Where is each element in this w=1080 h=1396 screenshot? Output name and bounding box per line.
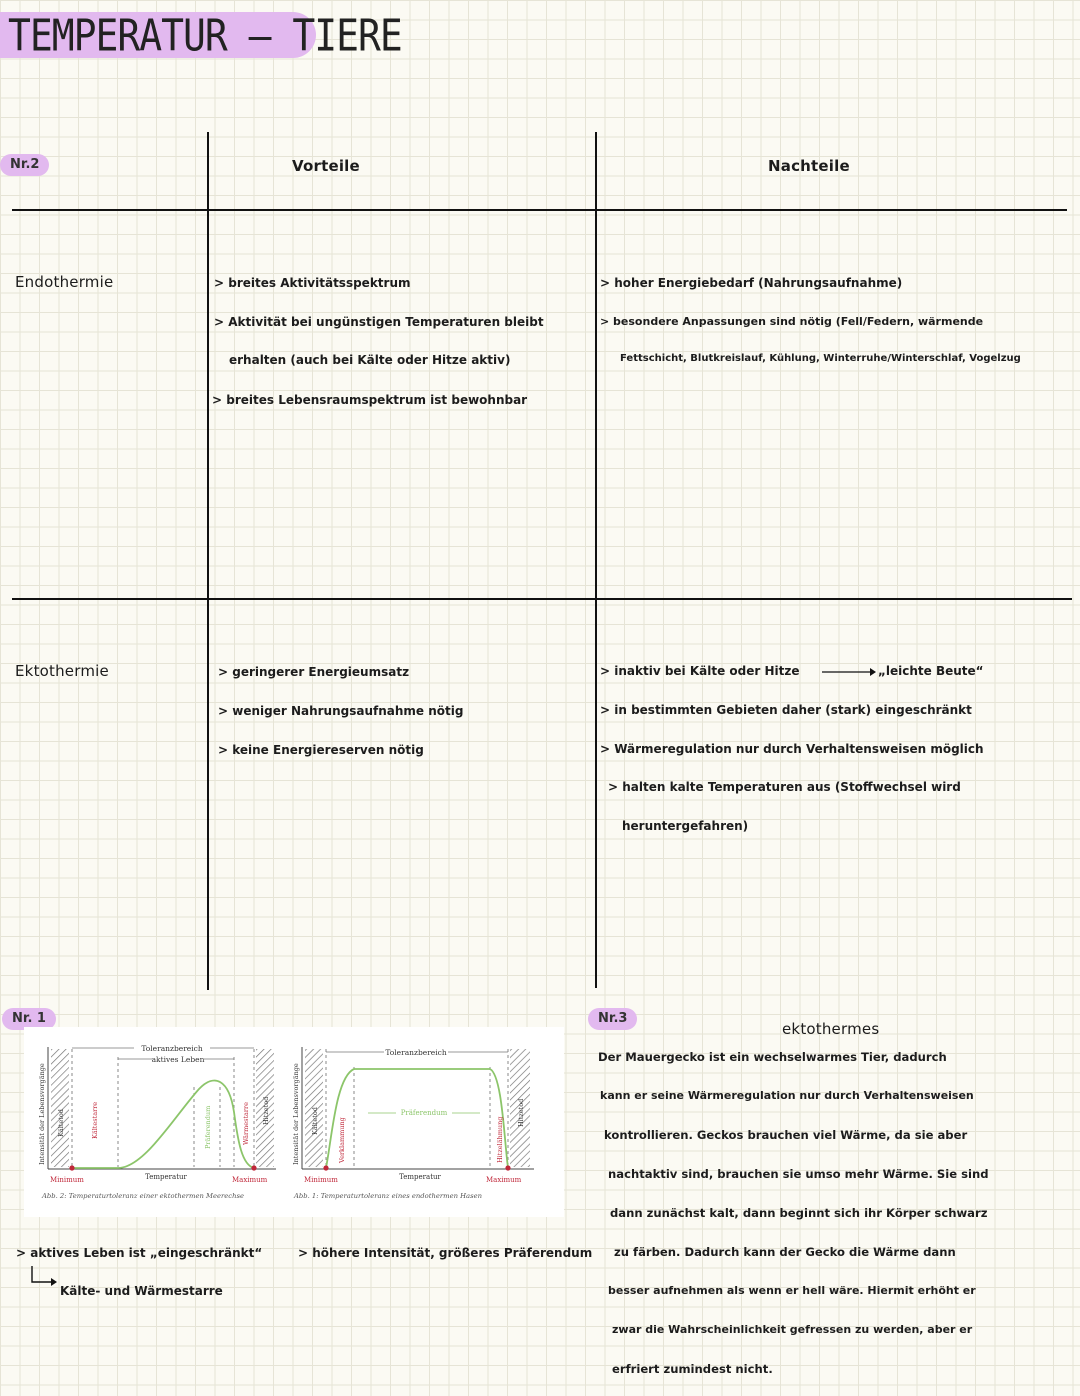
left-ylabel: Intensität der Lebensvorgänge xyxy=(38,1063,46,1165)
nr3-line-3: kontrollieren. Geckos brauchen viel Wärme, da sie aber xyxy=(604,1128,968,1142)
right-verklammung-label: Verklammung xyxy=(338,1117,346,1163)
right-maximum-label: Maximum xyxy=(486,1176,522,1184)
nr3-line-9: erfriert zumindest nicht. xyxy=(612,1362,773,1376)
figure-endotherm xyxy=(292,1047,534,1200)
temperature-tolerance-figures xyxy=(24,1027,564,1217)
section-tag-nr3: Nr.3 xyxy=(588,1008,637,1030)
ekto-nachteil-3: > Wärmeregulation nur durch Verhaltensweisen möglich xyxy=(600,742,984,756)
ekto-nachteil-1: > inaktiv bei Kälte oder Hitze xyxy=(600,664,800,678)
endo-vorteil-4: > breites Lebensraumspektrum ist bewohnbar xyxy=(212,393,528,407)
figure-panel xyxy=(24,1027,564,1217)
left-praeferendum-label: Präferendum xyxy=(204,1105,212,1149)
right-curve xyxy=(326,1069,508,1168)
ekto-vorteil-3: > keine Energiereserven nötig xyxy=(218,743,424,757)
ekto-nachteil-2: > in bestimmten Gebieten daher (stark) eingeschränkt xyxy=(600,703,972,717)
right-praeferendum-label: Präferendum xyxy=(400,1109,448,1117)
nr1-note-left-2: Kälte- und Wärmestarre xyxy=(60,1284,223,1298)
nr3-line-2: kann er seine Wärmeregulation nur durch Verhaltensweisen xyxy=(600,1089,974,1102)
nr3-line-7: besser aufnehmen als wenn er hell wäre. Hiermit erhöht er xyxy=(608,1284,976,1297)
table-header-line xyxy=(12,209,1067,211)
table-row-line xyxy=(12,598,1072,600)
nr3-line-6: zu färben. Dadurch kann der Gecko die Wärme dann xyxy=(614,1245,956,1259)
table-divider-1 xyxy=(207,132,209,990)
row-label-ektothermie: Ektothermie xyxy=(15,662,109,680)
left-aktives-leben-label: aktives Leben xyxy=(151,1055,205,1064)
section-tag-nr1: Nr. 1 xyxy=(2,1008,56,1030)
right-maximum-marker xyxy=(505,1165,510,1170)
left-minimum-marker xyxy=(69,1165,74,1170)
corner-arrow-icon xyxy=(30,1266,58,1288)
left-kaeltestarre-label: Kältestarre xyxy=(91,1101,99,1139)
left-maximum-marker xyxy=(251,1165,256,1170)
figure-ektotherm xyxy=(38,1044,276,1200)
right-temperatur-label: Temperatur xyxy=(399,1173,441,1181)
right-hitzetod-label: Hitzetod xyxy=(517,1098,525,1127)
nr3-line-4: nachtaktiv sind, brauchen sie umso mehr Wärme. Sie sind xyxy=(608,1167,989,1181)
nr3-line-8: zwar die Wahrscheinlichkeit gefressen zu werden, aber er xyxy=(612,1323,973,1336)
right-caption: Abb. 1: Temperaturtoleranz eines endothermen Hasen xyxy=(294,1192,482,1200)
arrow-right-icon xyxy=(822,664,876,680)
ekto-nachteil-leichte-beute: „leichte Beute“ xyxy=(878,664,984,678)
left-kaeltetod-label: Kältetod xyxy=(57,1109,65,1137)
left-toleranzbereich-label: Toleranzbereich xyxy=(141,1044,203,1053)
right-ylabel: Intensität der Lebensvorgänge xyxy=(292,1063,300,1165)
left-temperatur-label: Temperatur xyxy=(145,1173,187,1181)
left-caption: Abb. 2: Temperaturtoleranz einer ektothermen Meerechse xyxy=(42,1192,244,1200)
endo-vorteil-2: > Aktivität bei ungünstigen Temperaturen bleibt xyxy=(214,315,544,329)
ekto-nachteil-4: > halten kalte Temperaturen aus (Stoffwechsel wird xyxy=(608,780,961,794)
ekto-vorteil-2: > weniger Nahrungsaufnahme nötig xyxy=(218,704,464,718)
nr3-line-1: Der Mauergecko ist ein wechselwarmes Tier, dadurch xyxy=(598,1050,947,1064)
endo-nachteil-1: > hoher Energiebedarf (Nahrungsaufnahme) xyxy=(600,276,903,290)
left-hitzetod-label: Hitzetod xyxy=(262,1096,270,1125)
ekto-nachteil-5: heruntergefahren) xyxy=(622,819,749,833)
column-header-nachteile: Nachteile xyxy=(768,157,850,175)
column-header-vorteile: Vorteile xyxy=(292,157,360,175)
right-minimum-label: Minimum xyxy=(304,1176,338,1184)
ekto-vorteil-1: > geringerer Energieumsatz xyxy=(218,665,410,679)
left-minimum-label: Minimum xyxy=(50,1176,84,1184)
left-curve xyxy=(72,1080,254,1168)
endo-nachteil-3: Fettschicht, Blutkreislauf, Kühlung, Winterruhe/Winterschlaf, Vogelzug xyxy=(620,353,1021,364)
left-waermestarre-label: Wärmestarre xyxy=(242,1102,250,1145)
nr3-heading: ektothermes xyxy=(782,1020,880,1038)
nr1-note-left-1: > aktives Leben ist „eingeschränkt“ xyxy=(16,1246,263,1260)
right-hitzelaehmung-label: Hitzelähmung xyxy=(496,1116,504,1163)
page-title: TEMPERATUR – TIERE xyxy=(8,10,402,61)
section-tag-nr2: Nr.2 xyxy=(0,154,49,176)
endo-vorteil-3: erhalten (auch bei Kälte oder Hitze aktiv) xyxy=(229,353,511,367)
table-divider-2 xyxy=(595,132,597,988)
right-kaeltetod-label: Kältetod xyxy=(311,1107,319,1135)
endo-vorteil-1: > breites Aktivitätsspektrum xyxy=(214,276,411,290)
row-label-endothermie: Endothermie xyxy=(15,273,114,291)
left-maximum-label: Maximum xyxy=(232,1176,268,1184)
right-toleranzbereich-label: Toleranzbereich xyxy=(385,1048,447,1057)
endo-nachteil-2: > besondere Anpassungen sind nötig (Fell/Federn, wärmende xyxy=(600,315,984,328)
right-minimum-marker xyxy=(323,1165,328,1170)
left-kaeltetod-zone xyxy=(51,1049,69,1167)
nr1-note-right: > höhere Intensität, größeres Präferendum xyxy=(298,1246,593,1260)
nr3-line-5: dann zunächst kalt, dann beginnt sich ihr Körper schwarz xyxy=(610,1206,988,1220)
